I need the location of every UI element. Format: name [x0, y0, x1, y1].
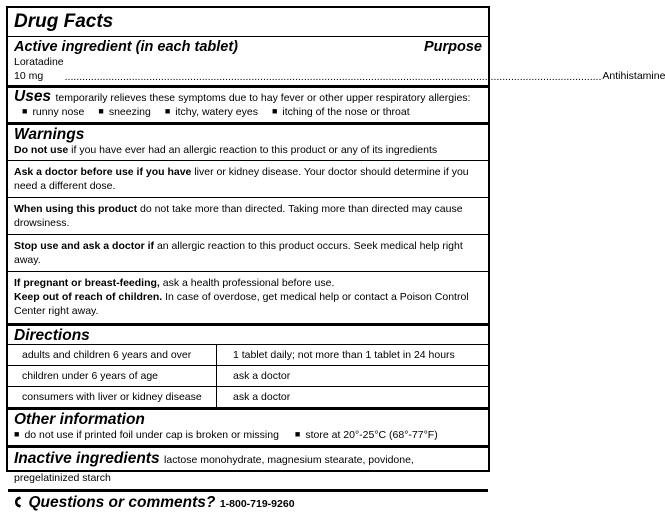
pregnancy-text: ask a health professional before use. [162, 277, 335, 289]
directions-dose: 1 tablet daily; not more than 1 tablet in 24 hours [217, 345, 489, 366]
pregnancy-label: If pregnant or breast-feeding, [14, 277, 160, 289]
directions-section [8, 323, 488, 407]
inactive-ingredients-text: lactose monohydrate, magnesium stearate, povidone, pregelatinized starch [14, 454, 414, 484]
table-row [8, 366, 488, 387]
list-item: ■ store at 20°-25°C (68°-77°F) [295, 428, 438, 442]
directions-who: adults and children 6 years and over [8, 345, 217, 366]
phone-icon [14, 494, 24, 510]
list-item: ■ runny nose [22, 105, 84, 119]
phone-number[interactable]: 1-800-719-9260 [219, 498, 295, 510]
stop-use-label: Stop use and ask a doctor if [14, 240, 155, 252]
pregnancy-warning [14, 272, 482, 290]
table-row [8, 345, 488, 366]
list-item: ■ do not use if printed foil under cap is broken or missing [14, 428, 279, 442]
active-ingredient-heading: Active ingredient (in each tablet) [14, 39, 238, 55]
directions-heading: Directions [14, 327, 90, 344]
questions-section [8, 489, 488, 512]
inactive-ingredients-section [8, 445, 488, 489]
directions-table [8, 344, 488, 407]
ingredient-name: Loratadine 10 mg [14, 56, 64, 82]
warnings-section [8, 122, 488, 323]
keep-out-label: Keep out of reach of children. [14, 291, 163, 303]
drug-facts-label [6, 6, 665, 511]
uses-heading: Uses [14, 88, 52, 105]
ingredient-purpose: Antihistamine [602, 70, 665, 82]
uses-text: temporarily relieves these symptoms due to hay fever or other upper respiratory allergies: [55, 92, 471, 104]
directions-dose: ask a doctor [217, 366, 489, 387]
uses-section [8, 85, 488, 122]
list-item: ■ itching of the nose or throat [272, 105, 410, 119]
when-using-text: do not take more than directed. Taking more than directed may cause drowsiness. [14, 203, 463, 229]
keep-out-text: In case of overdose, get medical help or contact a Poison Control Center right away. [14, 291, 469, 317]
page-title: Drug Facts [8, 8, 488, 37]
keep-out-of-reach-warning [14, 290, 482, 323]
do-not-use-label: Do not use [14, 144, 69, 156]
list-item: ■ itchy, watery eyes [165, 105, 258, 119]
directions-who: consumers with liver or kidney disease [8, 387, 217, 408]
stop-use-warning [14, 235, 482, 271]
do-not-use-text: if you have ever had an allergic reaction to this product or any of its ingredients [71, 144, 438, 156]
directions-who: children under 6 years of age [8, 366, 217, 387]
table-row [8, 387, 488, 408]
when-using-warning [14, 198, 482, 234]
warnings-heading: Warnings [14, 126, 85, 143]
ask-doctor-warning [14, 161, 482, 197]
list-item: ■ sneezing [98, 105, 150, 119]
questions-heading: Questions or comments? [28, 494, 216, 511]
purpose-heading: Purpose [423, 39, 482, 55]
active-ingredient-section [8, 37, 665, 85]
uses-bullet-list [14, 105, 482, 119]
when-using-label: When using this product [14, 203, 138, 215]
directions-dose: ask a doctor [217, 387, 489, 408]
dot-leader: ........................................................................................................................................................................................ [64, 71, 602, 83]
inactive-ingredients-heading: Inactive ingredients [14, 450, 160, 467]
other-information-section [8, 407, 488, 445]
stop-use-text: an allergic reaction to this product occurs. Seek medical help right away. [14, 240, 463, 266]
ask-doctor-text: liver or kidney disease. Your doctor should determine if you need a different dose. [14, 166, 469, 192]
other-information-list [14, 428, 482, 442]
ask-doctor-label: Ask a doctor before use if you have [14, 166, 192, 178]
do-not-use-warning [14, 143, 482, 160]
other-information-heading: Other information [14, 411, 145, 428]
